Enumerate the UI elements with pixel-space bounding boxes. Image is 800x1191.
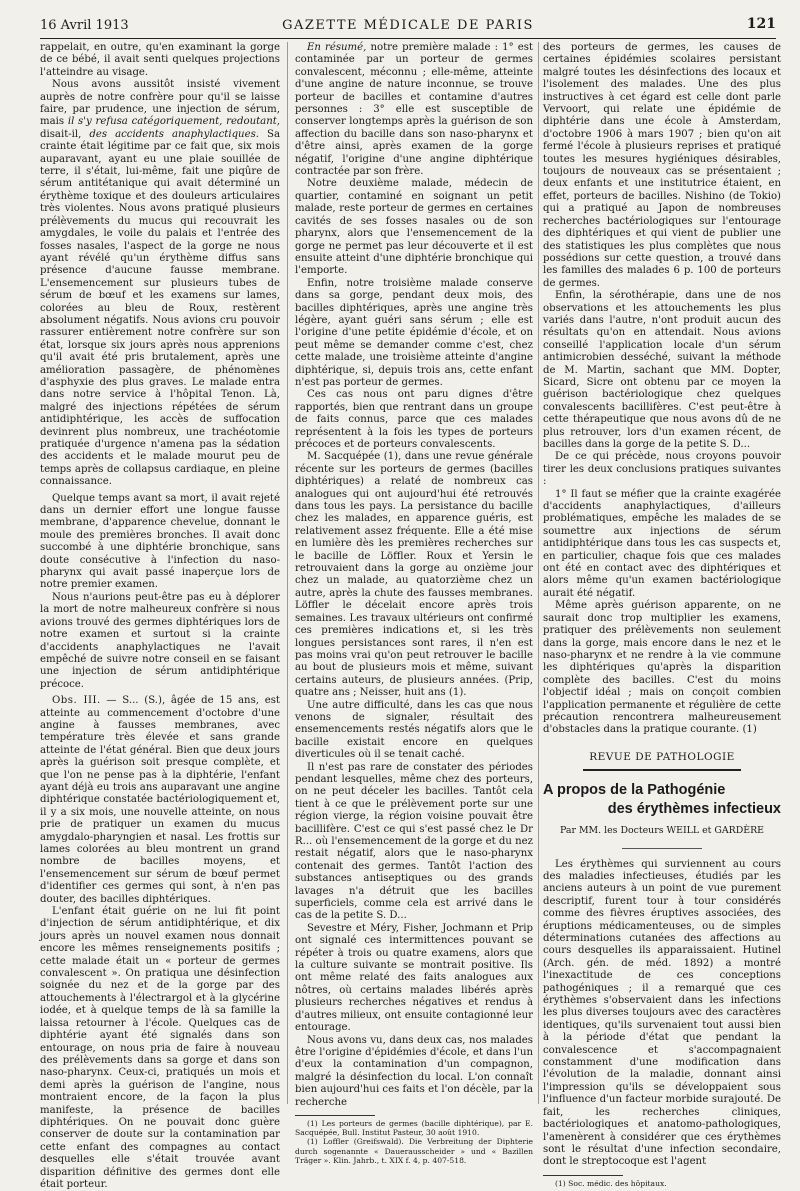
paragraph: rappelait, en outre, qu'en examinant la gorge de ce bébé, il avait senti quelques projections l'atteindre au visage. [40,42,280,78]
footnote: (1) Les porteurs de germes (bacille diphtérique), par E. Sacquépée, Bull. Institut Pasteur, 30 août 1910. [295,1118,533,1138]
paragraph: Ces cas nous ont paru dignes d'être rapportés, bien que rentrant dans un groupe de faits connus, parce que ces malades représentent à la fois les types de porteurs précoces et de porteurs convalescents. [295,389,533,450]
paragraph: En résumé, notre première malade : 1° est contaminée par un porteur de germes convalescent, méconnu ; elle-même, atteinte d'une angine de nature inconnue, se trouve porteur de bacilles et contamine d'autres personnes : 3° elle est susceptible de conserver longtemps après la guérison de son affection du bacille dans son naso-pharynx et d'être ainsi, après examen de la gorge négatif, l'origine d'une angine diphtérique contractée par son frère. [295,42,533,178]
issue-date: 16 Avril 1913 [40,18,129,33]
paragraph: Nous avons aussitôt insisté vivement auprès de notre confrère pour qu'il se laisse faire, par prudence, une injection de sérum, mais il s'y refusa catégoriquement, redoutant, disait-il, des accidents anaphylactiques. Sa crainte était légitime par ce fait que, six mois auparavant, ayant eu une plaie souillée de terre, il s'était, lui-même, fait une piqûre de sérum antitétanique qui avait déterminé un érythème toxique et des douleurs articulaires très violentes. Nous avons pratiqué plusieurs prélèvements du mucus qui recouvrait les amygdales, le voile du palais et l'entrée des fosses nasales, l'aspect de la gorge ne nous ayant révélé qu'un érythème diffus sans présence d'aucune fausse membrane. L'ensemencement sur plusieurs tubes de sérum de bœuf et les examens sur lames, colorées au bleu de Roux, restèrent absolument négatifs. Nous avions cru pouvoir rassurer entièrement notre confrère sur son état, lorsque six jours après nous apprenions qu'il avait été pris brutalement, après une amélioration passagère, de phénomènes d'asphyxie des plus graves. Le malade entra dans notre service à l'hôpital Tenon. Là, malgré des injections répétées de sérum antidiphtérique, les accès de suffocation devinrent plus nombreux, une trachéotomie pratiquée d'urgence n'amena pas la sédation des accidents et le malade mourut peu de temps après de collapsus cardiaque, en pleine connaissance. [40,79,280,488]
paragraph: Même après guérison apparente, on ne saurait donc trop multiplier les examens, pratiquer des prélèvements non seulement dans la gorge, mais encore dans le nez et le naso-pharynx et ne rendre à la vie commune les diphtériques qu'après la disparition complète des bacilles. C'est du moins l'objectif idéal ; mais on conçoit combien l'application permanente et régulière de cette précaution rencontrera malheureusement d'obstacles dans la pratique courante. (1) [543,600,781,736]
footnote: (1) Loffler (Greifswald). Die Verbreitung der Diphterie durch sogenannte « Dauerausscheider » und « Bazillen Träger ». Klin. Jahrb., t. XIX f. 4, p. 407-518. [295,1137,533,1165]
column-rule [287,42,288,1104]
observation-label: Obs. III. [52,695,101,707]
paragraph: Sevestre et Méry, Fisher, Jochmann et Prip ont signalé ces intermittences pouvant se répéter à trois ou quatre examens, alors que la culture suivante se montrait positive. Ils ont même relaté des faits analogues aux nôtres, où certains malades libérés après plusieurs recherches négatives et rendus à d'autres milieux, ont ensuite contagionné leur entourage. [295,922,533,1034]
journal-title: GAZETTE MÉDICALE DE PARIS [282,18,534,33]
paragraph: Nous avons vu, dans deux cas, nos malades être l'origine d'épidémies d'école, et dans l'un d'eux la contamination d'un compagnon, malgré la désinfection du local. L'on connaît bien aujourd'hui ces faits et l'on décèle, par la recherche [295,1034,533,1108]
column-rule [538,42,539,1104]
section-rule [583,769,741,771]
page-number: 121 [746,16,776,32]
paragraph: Les érythèmes qui surviennent au cours des maladies infectieuses, étudiés par les anciens auteurs à un point de vue purement descriptif, furent tour à tour considérés comme des fièvres éruptives associées, des éruptions médicamenteuses, ou de simples déterminations cutanées des affections au cours desquelles ils apparaissaient. Hutinel (Arch. gén. de méd. 1892) a montré l'inexactitude de ces conceptions pathogéniques ; il a remarqué que ces érythèmes s'observaient dans les infections les plus diverses toujours avec des caractères identiques, qu'ils survenaient tout aussi bien à la période d'état que pendant la convalescence et s'accompagnaient constamment d'une modification dans l'évolution de la maladie, donnant ainsi l'impression qu'ils se développaient sous l'influence d'un facteur morbide surajouté. De fait, les recherches cliniques, bactériologiques et anatomo-pathologiques, l'amenèrent à considérer que ces érythèmes sont le résultat d'une infection secondaire, dont le streptocoque est l'agent [543,858,781,1168]
paragraph: Quelque temps avant sa mort, il avait rejeté dans un dernier effort une longue fausse membrane, d'apparence chevelue, donnant le moule des premières bronches. Il avait donc succombé à une diphtérie bronchique, sans doute consécutive à l'infection du naso-pharynx qui avait passé inaperçue lors de notre premier examen. [40,492,280,591]
paragraph: M. Sacquépée (1), dans une revue générale récente sur les porteurs de germes (bacilles diphtériques) a relaté de nombreux cas analogues qui ont aujourd'hui été retrouvés dans tous les pays. La persistance du bacille chez les malades, en apparence guéris, est relativement assez fréquente. Elle a été mise en lumière dès les premières recherches sur le bacille de Löffler. Roux et Yersin le retrouvaient dans la gorge au onzième jour chez un malade, au quatorzième chez un autre, après la chute des fausses membranes. Löffler le décelait encore après trois semaines. Les travaux ultérieurs ont confirmé ces premières indications et, si les très longues persistances sont rares, il n'en est pas moins vrai qu'on peut retrouver le bacille au bout de plusieurs mois et même, suivant certains auteurs, de plusieurs années. (Prip, quatre ans ; Neisser, huit ans (1). [295,451,533,699]
section-title: REVUE DE PATHOLOGIE [589,750,735,763]
article-authors: Par MM. les Docteurs WEILL et GARDÈRE [560,825,764,837]
footnote-rule [295,1115,375,1116]
paragraph: 1° Il faut se méfier que la crainte exagérée d'accidents anaphylactiques, d'ailleurs problématiques, empêche les malades de se soumettre aux injections de sérum antidiphtérique dans tous les cas suspects et, en particulier, chaque fois que ces malades ont été en contact avec des diphtériques et alors même qu'un examen bactériologique aurait été négatif. [543,488,781,599]
page-header [40,12,776,39]
column-1 [40,42,280,1190]
column-2 [295,42,533,1165]
paragraph: Nous n'aurions peut-être pas eu à déplorer la mort de notre malheureux confrère si nous avions trouvé des germes diphtériques lors de notre examen et surtout si la crainte d'accidents anaphylactiques ne l'avait empêché de suivre notre conseil en se faisant une injection de sérum antidiphtérique précoce. [40,591,280,690]
paragraph: Il n'est pas rare de constater des périodes pendant lesquelles, même chez des porteurs, on ne peut déceler les bacilles. Tantôt cela tient à ce que le prélèvement porte sur une région vierge, la région voisine pouvait être bacillifère. C'est ce qui s'est passé chez le Dr R... où l'ensemencement de la gorge et du nez restait négatif, alors que le naso-pharynx contenait des germes. Tantôt l'action des substances antiseptiques ou des grands lavages n'a détruit que les bacilles superficiels, comme cela est arrivé dans le cas de la petite S. D... [295,761,533,922]
paragraph: L'enfant était guérie on ne lui fit point d'injection de sérum antidiphtérique, et dix jours après un nouvel examen nous donnait encore les mêmes renseignements positifs ; cette malade était un « porteur de germes convalescent ». On pratiqua une désinfection soignée du nez et de la gorge par des attouchements à l'électrargol et à la glycérine iodée, et à quelque temps de là sa famille la laissa retourner à l'école. Quelques cas de diphtérie ayant été signalés dans son entourage, on nous pria de faire à nouveau des prélèvements dans sa gorge et dans son naso-pharynx. Ceux-ci, pratiqués un mois et demi après la guérison de l'angine, nous montraient encore, de la façon la plus manifeste, la présence de bacilles diphtériques. On ne pouvait donc guère conserver de doute sur la contamination par cette enfant des compagnes au contact desquelles elle s'était trouvée avant disparition définitive des germes dont elle était porteur. [40,906,280,1190]
paragraph: Enfin, notre troisième malade conserve dans sa gorge, pendant deux mois, des bacilles diphtériques, après une angine très légère, ayant guéri sans sérum ; elle est l'origine d'une petite épidémie d'école, et on peut même se demander comme c'est, chez cette malade, une troisième atteinte d'angine diphtérique, si, depuis trois ans, cette enfant n'est pas porteur de germes. [295,277,533,388]
observation-paragraph: Obs. III. — S... (S.), âgée de 15 ans, est atteinte au commencement d'octobre d'une angine à fausses membranes, avec température très élevée et sans grande atteinte de l'état général. Bien que deux jours après la guérison soit presque complète, et que l'on ne pense pas à la diphtérie, l'enfant ayant déjà eu trois ans auparavant une angine diphtérique constatée bactériologiquement et, il y a six mois, une nouvelle atteinte, on nous prie de pratiquer un examen du mucus amygdalo-pharyngien et nasal. Les frottis sur lames colorées au bleu montrent un grand nombre de bacilles moyens, et l'ensemencement sur sérum de bœuf permet d'identifier ces germes qui sont, à n'en pas douter, des bacilles diphtériques. [40,695,280,905]
column-3 [543,42,781,1188]
article-title-line-2: des érythèmes infectieux [607,801,781,818]
article-title-line-1: A propos de la Pathogénie [543,782,726,799]
paragraph: des porteurs de germes, les causes de certaines épidémies scolaires persistant malgré toutes les désinfections des locaux et l'isolement des malades. Une des plus instructives à cet égard est celle dont parle Vervoort, qui relate une épidémie de diphtérie dans une école à Amsterdam, d'octobre 1906 à mars 1907 ; bien qu'on ait fermé l'école à plusieurs reprises et pratiqué toutes les mesures hygiéniques désirables, toujours de nouveaux cas se présentaient ; deux enfants et une institutrice étaient, en effet, porteurs de bacilles. Nishino (de Tokio) qui a pratiqué au Japon de nombreuses recherches bactériologiques sur l'entourage des diphtériques et qui vient de publier une des statistiques les plus complètes que nous possédions sur cette question, a trouvé dans les familles des malades 6 p. 100 de porteurs de germes. [543,42,781,289]
footnote-rule [543,1175,623,1176]
title-rule [622,848,702,849]
paragraph: Notre deuxième malade, médecin de quartier, contaminé en soignant un petit malade, reste porteur de germes en certaines cavités de ses fosses nasales ou de son pharynx, alors que l'ensemencement de la gorge ne permet pas leur découverte et il est ensuite atteint d'une diphtérie bronchique qui l'emporte. [295,178,533,277]
paragraph: Enfin, la sérothérapie, dans une de nos observations et les attouchements les plus variés dans l'autre, n'ont produit aucun des résultats qu'on en attendait. Nous avions conseillé l'application locale d'un sérum antimicrobien desséché, suivant la méthode de M. Martin, sachant que MM. Dopter, Sicard, Sicre ont obtenu par ce moyen la guérison bactériologique chez quelques convalescents bacillifères. C'est peut-être à cette thérapeutique que nous avons dû de ne plus retrouver, lors d'un examen récent, de bacilles dans la gorge de la petite S. D... [543,290,781,450]
paragraph: De ce qui précède, nous croyons pouvoir tirer les deux conclusions pratiques suivantes : [543,451,781,488]
paragraph: Une autre difficulté, dans les cas que nous venons de signaler, résultait des ensemencements restés négatifs alors que le bacille existait encore en quelques diverticules où il se tenait caché. [295,699,533,761]
footnote: (1) Soc. médic. des hôpitaux. [555,1178,667,1188]
